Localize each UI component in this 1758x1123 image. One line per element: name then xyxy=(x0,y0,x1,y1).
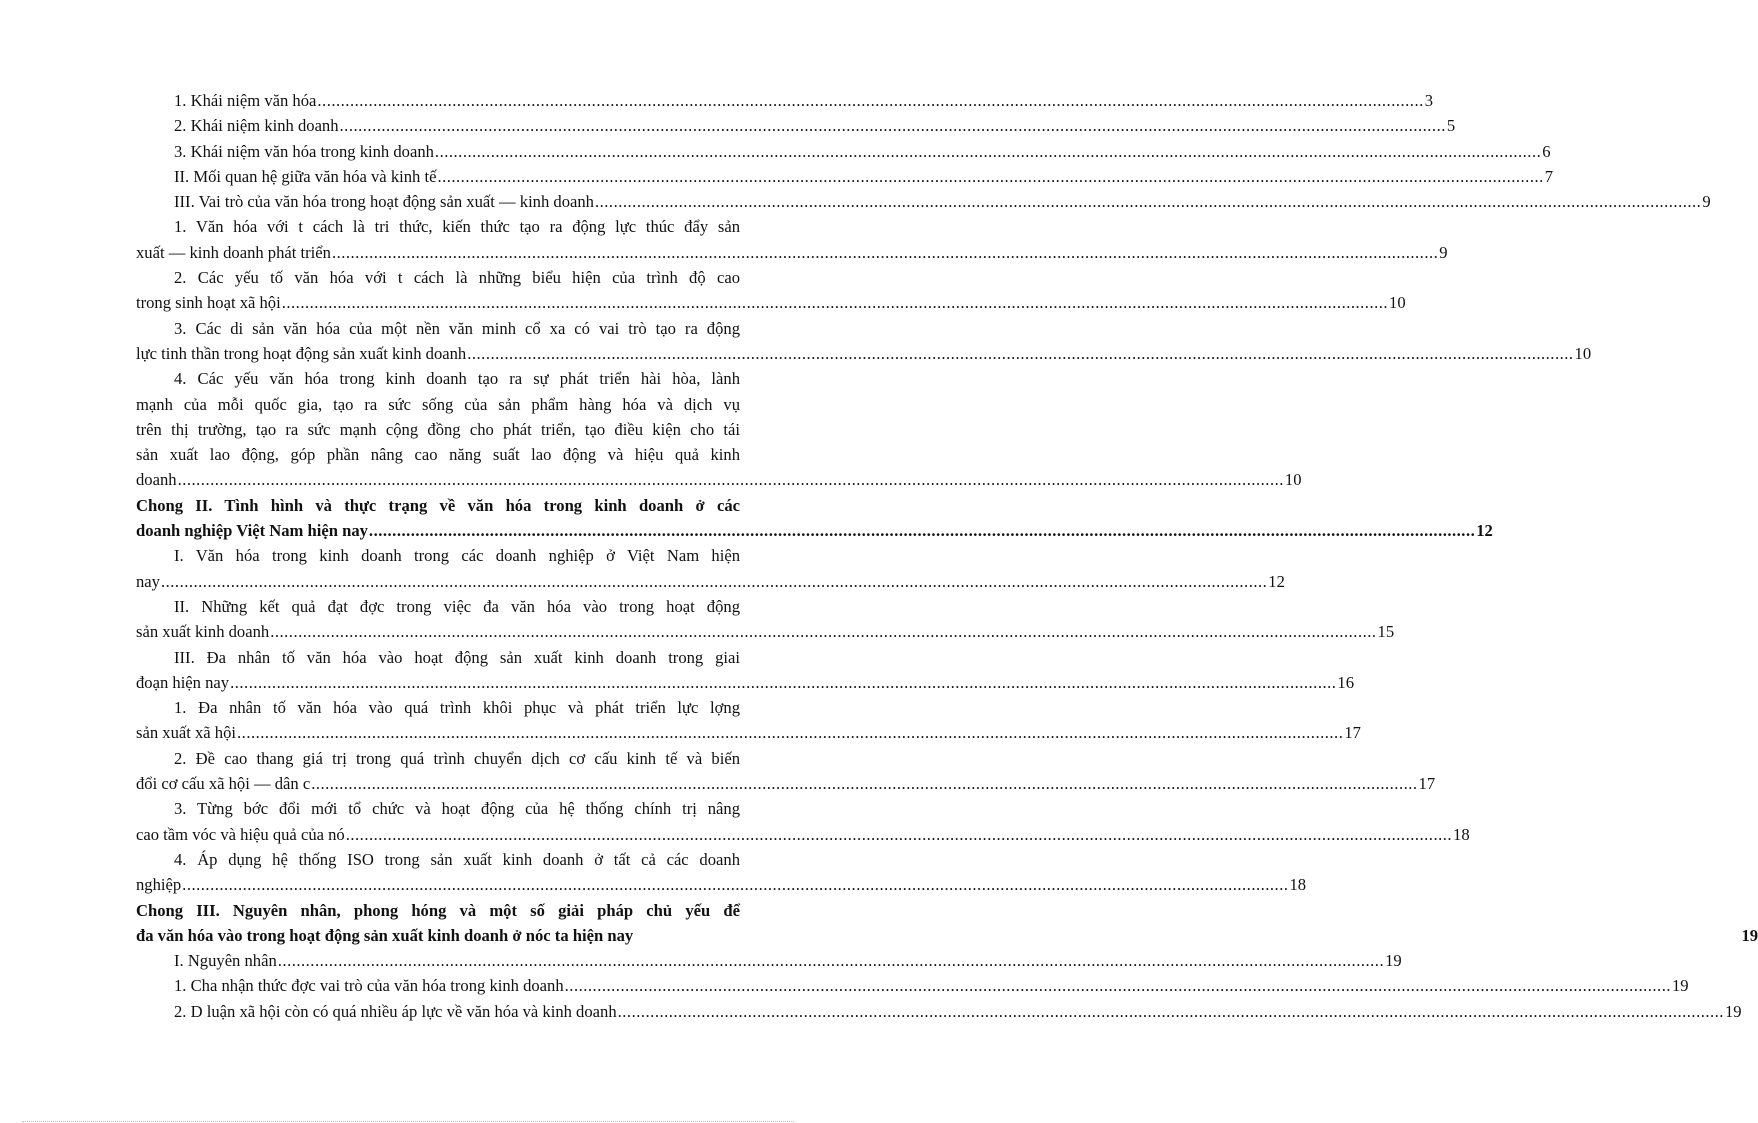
toc-page-number: 17 xyxy=(1344,723,1361,743)
toc-entry-text: 2. D luận xã hội còn có quá nhiều áp lực về văn hóa và kinh doanh xyxy=(174,1001,617,1021)
toc-entry xyxy=(136,594,1395,645)
toc-entry xyxy=(136,645,1355,696)
toc-leader-dots xyxy=(346,822,1452,847)
toc-entry-text: Chong II. Tình hình và thực trạng về văn hóa trong kinh doanh ở các xyxy=(136,495,740,515)
toc-entry-text: I. Nguyên nhân xyxy=(174,951,277,971)
toc-page-number: 19 xyxy=(1385,951,1402,971)
toc-entry-text: 1. Khái niệm văn hóa xyxy=(174,91,317,110)
toc-entry xyxy=(136,214,1448,265)
toc-page-number: 5 xyxy=(1446,116,1456,136)
toc-entry-text: sản xuất lao động, góp phần nâng cao năng suất lao động và hiệu quả kinh xyxy=(136,445,740,465)
toc-entry-text: Chong III. Nguyên nhân, phong hóng và một số giải pháp chủ yếu để xyxy=(136,900,740,920)
toc-entry-text: 2. Khái niệm kinh doanh xyxy=(174,116,339,136)
toc-page-number: 17 xyxy=(1418,774,1436,794)
toc-page-number: 15 xyxy=(1377,622,1395,642)
page-bottom-divider xyxy=(22,1121,794,1122)
toc-entry xyxy=(136,113,1456,138)
toc-page-number: 9 xyxy=(1702,192,1711,212)
toc-leader-dots xyxy=(161,569,1267,594)
toc-entry-text: 3. Khái niệm văn hóa trong kinh doanh xyxy=(174,141,434,161)
toc-leader-dots xyxy=(182,872,1288,897)
toc-entry xyxy=(136,898,1758,949)
toc-entry-text: trên thị trường, tạo ra sức mạnh cộng đồng cho phát triển, tạo điều kiện cho tái xyxy=(136,419,740,439)
toc-page-number: 19 xyxy=(1671,976,1689,996)
toc-entry-text: III. Vai trò của văn hóa trong hoạt động sản xuất — kinh doanh xyxy=(174,192,594,212)
toc-entry xyxy=(136,695,1361,746)
toc-leader-dots xyxy=(340,113,1446,138)
toc-entry-text: 2. Các yếu tố văn hóa với t cách là những biểu hiện của trình độ cao xyxy=(174,268,740,288)
toc-page-number: 18 xyxy=(1453,824,1470,844)
toc-entry xyxy=(136,847,1307,898)
toc-page-number: 3 xyxy=(1424,91,1434,110)
toc-entry-text: trong sinh hoạt xã hội xyxy=(136,293,281,313)
toc-entry xyxy=(136,189,1711,214)
toc-entry-text: sản xuất xã hội xyxy=(136,723,237,743)
toc-entry xyxy=(136,973,1689,998)
toc-entry-text: cao tầm vóc và hiệu quả của nó xyxy=(136,824,345,844)
toc-leader-dots xyxy=(278,948,1384,973)
toc-entry-text: 1. Cha nhận thức đợc vai trò của văn hóa trong kinh doanh xyxy=(174,976,564,996)
toc-entry-text: doanh nghiệp Việt Nam hiện nay xyxy=(136,521,368,541)
toc-page-number: 7 xyxy=(1544,166,1554,186)
toc-leader-dots xyxy=(435,139,1541,164)
toc-entry-text: III. Đa nhân tố văn hóa vào hoạt động sản xuất kinh doanh trong giai xyxy=(174,647,740,667)
toc-leader-dots xyxy=(369,518,1475,543)
toc-entry-text: đổi cơ cấu xã hội — dân c xyxy=(136,774,311,794)
toc-leader-dots xyxy=(467,341,1573,366)
toc-page-number: 12 xyxy=(1476,521,1493,541)
toc-leader-dots xyxy=(565,973,1671,998)
toc-page-number: 19 xyxy=(1741,925,1758,945)
toc-entry xyxy=(136,366,1302,492)
toc-entry-text: nay xyxy=(136,571,160,591)
toc-entry xyxy=(136,139,1551,164)
toc-entry-text: mạnh của mỗi quốc gia, tạo ra sức sống của sản phẩm hàng hóa và dịch vụ xyxy=(136,394,740,414)
toc-entry-text: đoạn hiện nay xyxy=(136,672,230,692)
toc-entry-text: xuất — kinh doanh phát triển xyxy=(136,242,331,262)
toc-leader-dots xyxy=(437,164,1543,189)
toc-entry-text: 1. Văn hóa với t cách là tri thức, kiến thức tạo ra động lực thúc đẩy sản xyxy=(174,217,740,237)
toc-leader-dots xyxy=(237,720,1343,745)
toc-entry-text: lực tinh thần trong hoạt động sản xuất kinh doanh xyxy=(136,343,467,363)
toc-leader-dots xyxy=(178,467,1284,492)
toc-entry-text: 4. Các yếu văn hóa trong kinh doanh tạo ra sự phát triển hài hòa, lành xyxy=(174,369,740,389)
toc-entry-text: 3. Các di sản văn hóa của một nền văn minh cổ xa có vai trò tạo ra động xyxy=(174,318,740,338)
toc-entry-text: doanh xyxy=(136,470,177,490)
toc-page-number: 12 xyxy=(1268,571,1285,591)
toc-entry-text: 1. Đa nhân tố văn hóa vào quá trình khôi phục và phát triển lực lợng xyxy=(174,698,740,718)
toc-page-number: 19 xyxy=(1724,1001,1742,1021)
toc-page-number: 16 xyxy=(1337,672,1355,692)
toc-entry xyxy=(136,164,1554,189)
toc-page-number: 10 xyxy=(1284,470,1302,490)
toc-entry-text: nghiệp xyxy=(136,875,182,895)
toc-leader-dots xyxy=(270,619,1376,644)
toc-leader-dots xyxy=(317,88,1423,113)
toc-leader-dots xyxy=(311,771,1417,796)
toc-entry xyxy=(136,999,1742,1024)
toc-entry xyxy=(136,88,1434,113)
toc-leader-dots xyxy=(595,189,1701,214)
toc-entry xyxy=(136,948,1402,973)
toc-entry-text: đa văn hóa vào trong hoạt động sản xuất kinh doanh ở nóc ta hiện nay xyxy=(136,925,634,945)
toc-leader-dots xyxy=(618,999,1724,1024)
toc-entry xyxy=(136,493,1493,544)
toc-entry xyxy=(136,746,1436,797)
toc-entry-text: I. Văn hóa trong kinh doanh trong các doanh nghiệp ở Việt Nam hiện xyxy=(174,546,740,566)
toc-entry-text: 4. Áp dụng hệ thống ISO trong sản xuất kinh doanh ở tất cả các doanh xyxy=(174,849,740,869)
toc-page-number: 18 xyxy=(1289,875,1307,895)
toc-page-number: 10 xyxy=(1574,343,1592,363)
toc-entry xyxy=(136,543,1285,594)
toc-page-number: 10 xyxy=(1389,293,1406,313)
toc-entry-text: 2. Đề cao thang giá trị trong quá trình chuyển dịch cơ cấu kinh tế và biến xyxy=(174,748,740,768)
toc-entry-text: II. Mối quan hệ giữa văn hóa và kinh tế xyxy=(174,166,437,186)
toc-entry-text: II. Những kết quả đạt đợc trong việc đa văn hóa vào trong hoạt động xyxy=(174,596,740,616)
toc-page-number: 6 xyxy=(1542,141,1551,161)
toc-entry xyxy=(136,796,1470,847)
toc-leader-dots xyxy=(332,240,1438,265)
toc-entry-text: 3. Từng bớc đổi mới tổ chức và hoạt động của hệ thống chính trị nâng xyxy=(174,799,740,819)
table-of-contents xyxy=(136,88,1758,1024)
toc-leader-dots xyxy=(230,670,1336,695)
toc-entry xyxy=(136,316,1592,367)
toc-leader-dots xyxy=(282,290,1388,315)
toc-page-number: 9 xyxy=(1439,242,1448,262)
toc-entry xyxy=(136,265,1406,316)
toc-entry-text: sản xuất kinh doanh xyxy=(136,622,270,642)
